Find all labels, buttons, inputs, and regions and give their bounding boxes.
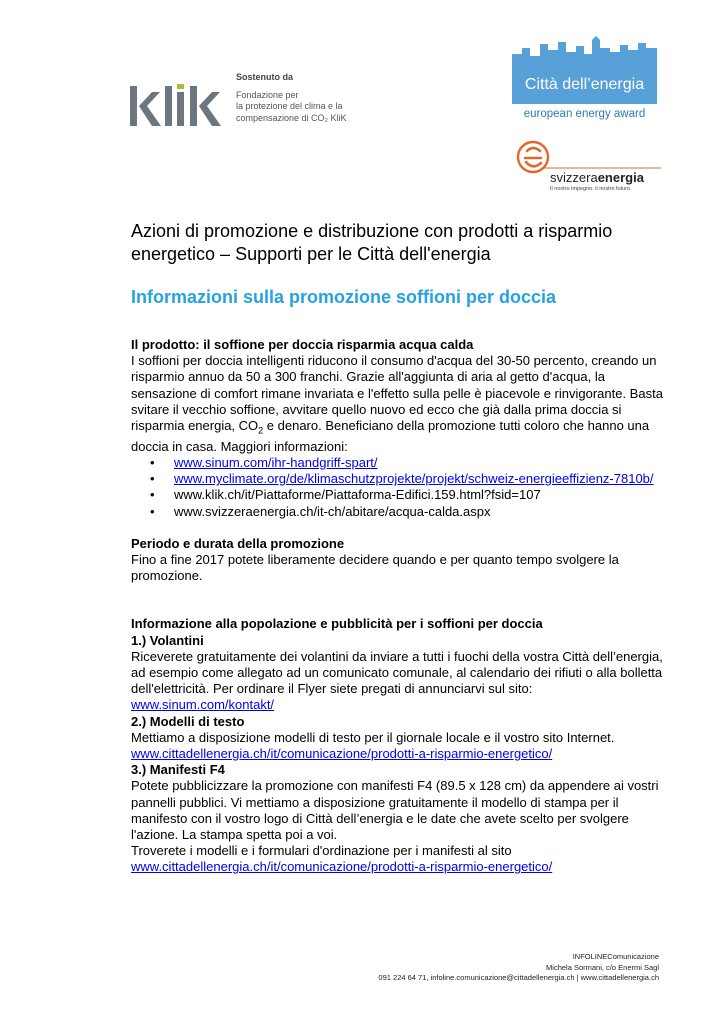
city-skyline-icon: [512, 36, 657, 68]
spacer: [131, 584, 671, 616]
energia-part: energia: [597, 170, 644, 185]
period-heading: Periodo e durata della promozione: [131, 535, 345, 551]
section-3-text-2: Troverete i modelli e i formulari d'ordinazione per i manifesti al sito: [131, 843, 512, 859]
svizzera-tagline: Il nostro impegno: il nostro futuro.: [550, 186, 632, 192]
klik-line-2: la protezione del clima e la: [236, 101, 343, 111]
spacer: [131, 520, 671, 536]
list-item: [174, 471, 671, 487]
product-text-a: I soffioni per doccia intelligenti riducono il consumo d'acqua del 30-50 percento, creando un risparmio annuo da 50 a 300 franchi. Grazie all'aggiunta di aria al getto d'acqua, la sensazione di comfort rimane invariata e l'effetto sulla pelle è piacevole e rinvigorante. Basta svitare il vecchio soffione, avvitare quello nuovo ed ecco che già dalla prima doccia si risparmia energia, CO: [131, 353, 663, 434]
svizzera-e-icon: [516, 140, 661, 174]
supported-by-label: Sostenuto da: [236, 72, 294, 82]
klik-line-3: compensazione di CO₂ KliK: [236, 112, 347, 123]
footer: [279, 952, 659, 984]
citta-energia-logo: [512, 36, 657, 126]
link-svizzeraenergia: www.svizzeraenergia.ch/it-ch/abitare/acqua-calda.aspx: [174, 503, 491, 519]
svizzera-wordmark: [550, 170, 644, 185]
footer-line-2: Michela Sormani, c/o Enermi Sagl: [546, 962, 659, 972]
link-myclimate[interactable]: www.myclimate.org/de/klimaschutzprojekte/projekt/schweiz-energieeffizienz-7810b/: [174, 471, 654, 487]
product-text: [131, 353, 671, 455]
link-cittadellenergia-1[interactable]: www.cittadellenergia.ch/it/comunicazione/prodotti-a-risparmio-energetico/: [131, 746, 553, 762]
list-item: [174, 504, 671, 520]
info-heading: Informazione alla popolazione e pubblicità per i soffioni per doccia: [131, 616, 543, 632]
co2-subscript: 2: [258, 425, 264, 436]
product-text-b: e denaro. Beneficiano della promozione tutti coloro che hanno una doccia in casa. Maggiori informazioni:: [131, 418, 650, 454]
link-cittadellenergia-2[interactable]: www.cittadellenergia.ch/it/comunicazione/prodotti-a-risparmio-energetico/: [131, 859, 553, 875]
svizzeraenergia-logo: [516, 140, 661, 196]
citta-banner: Città dell’energia: [512, 66, 657, 104]
klik-wordmark-graphic: [130, 84, 225, 128]
klik-line-1: Fondazione per: [236, 89, 299, 100]
section-3-text: Potete pubblicizzare la promozione con manifesti F4 (89.5 x 128 cm) da appendere ai vostri pannelli pubblici. Vi mettiamo a disposizione gratuitamente il modello di stampa per il manifesto con il vostro logo di Città dell’energia e le date che avete scelto per svolgere l'azione. La stampa spetta poi a voi.: [131, 778, 659, 843]
link-klik: www.klik.ch/it/Piattaforme/Piattaforma-Edifici.159.html?fsid=107: [174, 487, 541, 503]
product-heading: Il prodotto: il soffione per doccia risparmia acqua calda: [131, 337, 474, 352]
section-2-title: 2.) Modelli di testo: [131, 713, 245, 729]
footer-line-1: INFOLINEComunicazione: [572, 952, 659, 961]
document-body: [131, 337, 671, 876]
section-1-body: Riceverete gratuitamente dei volantini da inviare a tutti i fuochi della vostra Città dell’energia, ad esempio come allegato ad un comunicato comunale, al calendario dei rifiuti o alla bolletta dell'elettricità. Per ordinare il Flyer siete pregati di annunciarvi sul sito:: [131, 648, 663, 697]
period-text: Fino a fine 2017 potete liberamente decidere quando e per quanto tempo svolgere la promozione.: [131, 552, 619, 584]
list-item: [174, 487, 671, 503]
klik-caption: [236, 72, 347, 124]
section-2-text: Mettiamo a disposizione modelli di testo per il giornale locale e il vostro sito Internet.: [131, 729, 615, 745]
section-1-text: [131, 649, 671, 714]
document-subtitle: Informazioni sulla promozione soffioni per doccia: [131, 287, 557, 307]
links-list: [131, 455, 671, 520]
footer-line-3: 091 224 64 71, infoline.comunicazione@cittadellenergia.ch | www.cittadellenergia.ch: [378, 973, 659, 982]
link-sinum[interactable]: www.sinum.com/ihr-handgriff-spart/: [174, 455, 378, 471]
document-title: Azioni di promozione e distribuzione con prodotti a risparmio energetico – Supporti per le Città dell'energia: [131, 221, 613, 264]
svizzera-part: svizzera: [550, 170, 598, 185]
eea-label: european energy award: [523, 108, 646, 120]
section-3-title: 3.) Manifesti F4: [131, 762, 225, 778]
section-1-title: 1.) Volantini: [131, 632, 204, 648]
list-item: [174, 455, 671, 471]
klik-logo: [130, 72, 370, 132]
link-sinum-kontakt[interactable]: www.sinum.com/kontakt/: [131, 697, 275, 713]
